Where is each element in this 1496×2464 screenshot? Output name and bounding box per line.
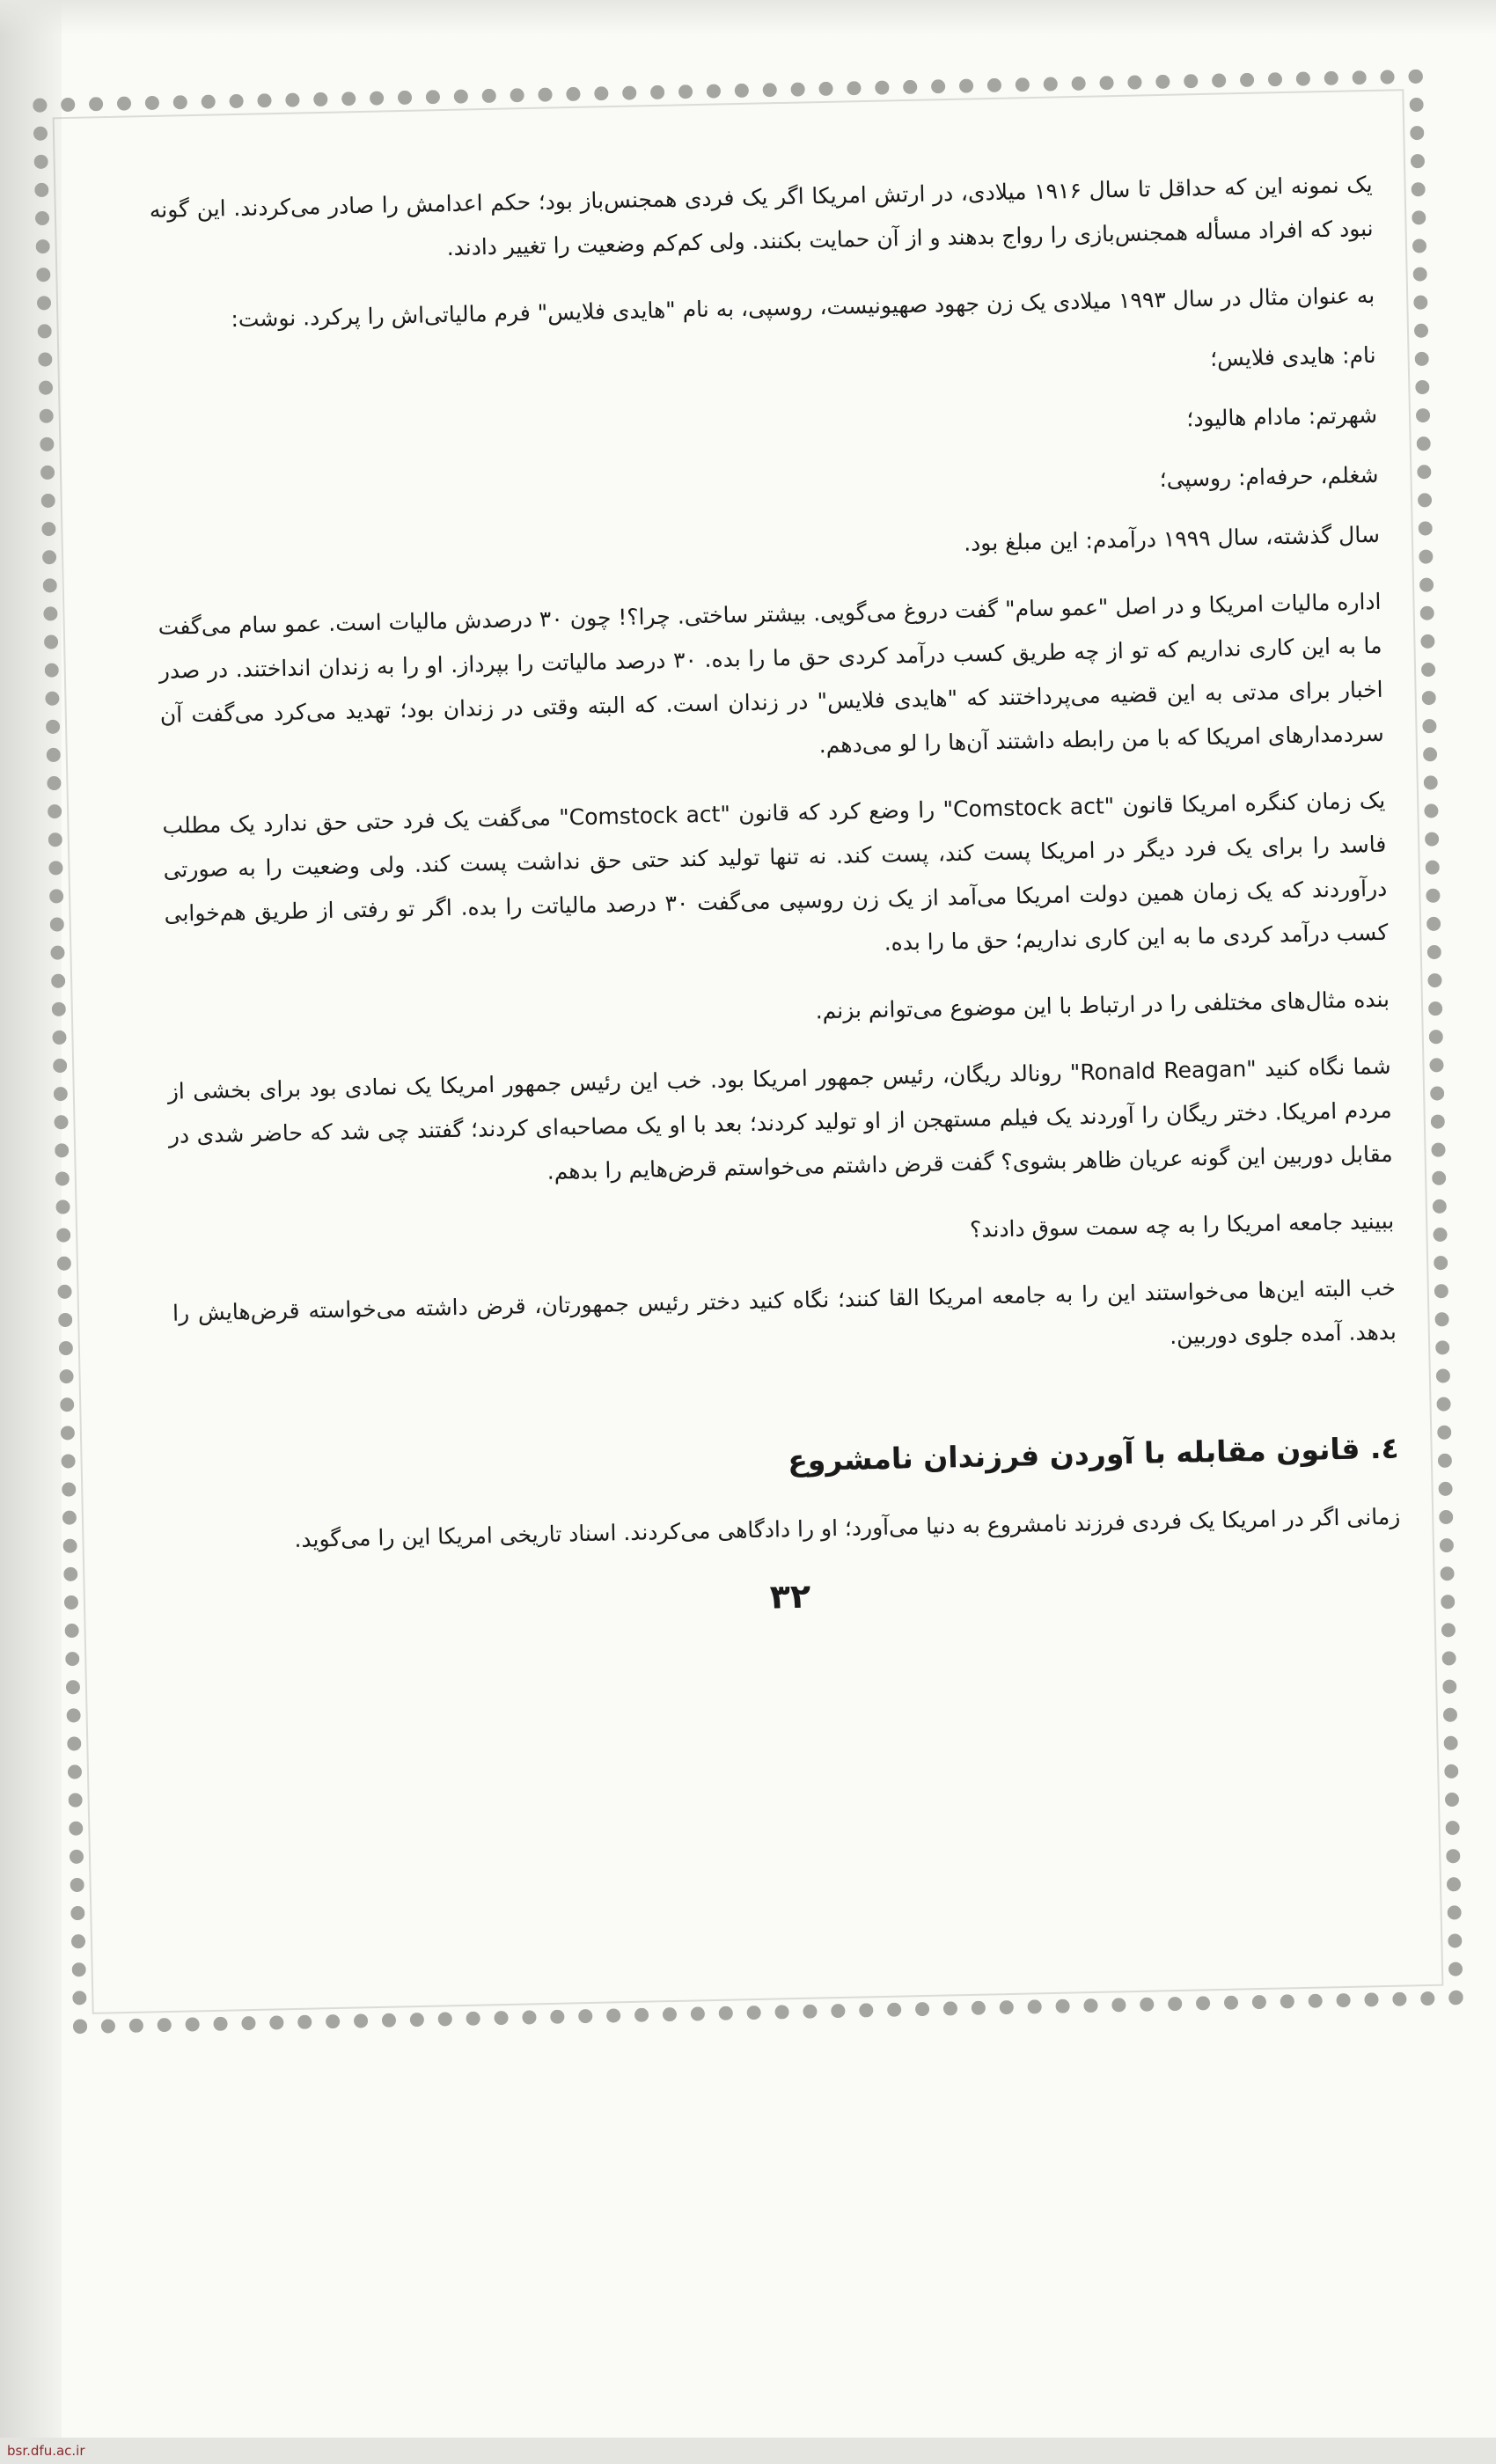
paragraph-army-example: یک نمونه این که حداقل تا سال ۱۹۱۶ میلادی، در ارتش امریکا اگر یک فردی همجنس‌باز بود؛ حکم اعدامش را صادر می‌کردند. این گونه نبود که افراد مسأله همجنس‌بازی را رواج بدهند و از آن حمایت بکنند. ولی کم‌کم وضعیت را تغییر دادند. [149,171,1374,260]
paragraph-form-alias: شهرتم: مادام هالیود؛ [1186,401,1378,432]
paragraph-form-occupation: شغلم، حرفه‌ام: روسپی؛ [1159,461,1379,493]
paragraph-tax-form-intro: به عنوان مثال در سال ۱۹۹۳ میلادی یک زن جهود صهیونیست، روسپی، به نام "هایدی فلایس" فرم مالیاتی‌اش را پرکرد. نوشت: [231,282,1375,333]
paragraph-form-income: سال گذشته، سال ۱۹۹۹ درآمدم: این مبلغ بود. [963,521,1381,556]
paragraph-examples: بنده مثال‌های مختلفی را در ارتباط با این موضوع می‌توانم بزنم. [815,986,1390,1024]
section-heading: ٤. قانون مقابله با آوردن فرزندان نامشروع [787,1430,1399,1478]
paragraph-conclusion: خب البته این‌ها می‌خواستند این را به جامعه امریکا القا کنند؛ نگاه کنید دختر رئیس جمهورتان، قرض داشته می‌خواسته قرض‌هایش را بدهد. آمده جلوی دوربین. [172,1274,1397,1350]
page-frame [33,70,1463,2035]
page-number: ۳۲ [769,1576,811,1617]
paragraph-form-name: نام: هایدی فلایس؛ [1209,341,1376,371]
page-content [149,163,1410,2001]
watermark-url: bsr.dfu.ac.ir [7,2443,85,2459]
footer-strip [0,2438,1496,2464]
scan-top-shadow [0,0,1496,35]
paragraph-uncle-sam: اداره مالیات امریکا و در اصل "عمو سام" گفت دروغ می‌گویی. بیشتر ساختی. چرا؟! چون ۳۰ درصدش مالیات است. عمو سام می‌گفت ما به این کاری نداریم که تو از چه طریق کسب درآمد کردی حق ما را بده. ۳۰ درصد مالیاتت را بپرداز. او را به زندان انداختند. در صدر اخبار برای مدتی به این قضیه می‌پرداختند که "هایدی فلایس" در زندان است. که البته وقتی در زندان بود؛ تهدید می‌کرد می‌گفت آن سردمدارهای امریکا که با من رابطه داشتند آن‌ها را لو می‌دهم. [158,588,1384,759]
paragraph-comstock-act: یک زمان کنگره امریکا قانون "Comstock act" را وضع کرد که قانون "Comstock act" می‌گفت یک فرد حتی حق ندارد یک مطلب فاسد را برای یک فرد دیگر در امریکا پست کند، پست کند. نه تنها تولید کند حتی حق نداشت پست کند. ولی وضعیت را به صورتی درآوردند که یک زمان همین دولت امریکا می‌آمد از یک زن روسپی می‌گفت ۳۰ درصد مالیاتت را بده. اگر تو رفتی از طریق هم‌خوابی کسب درآمد کردی ما به این کاری نداریم؛ حق ما را بده. [162,787,1389,956]
paragraph-question: ببینید جامعه امریکا را به چه سمت سوق دادند؟ [969,1207,1395,1243]
paragraph-ronald-reagan: شما نگاه کنید "Ronald Reagan" رونالد ریگان، رئیس جمهور امریکا بود. خب این رئیس جمهور امریکا یک نمادی بود برای بخشی از مردم امریکا. دختر ریگان را آوردند یک فیلم مستهجن از او تولید کردند؛ بعد با او یک مصاحبه‌ای کردند؛ گفتند چی شد که حاضر شدی در مقابل دوربین این گونه عریان ظاهر بشوی؟ گفت قرض داشتم می‌خواستم قرض‌هایم را بدهم. [167,1052,1393,1184]
section-paragraph: زمانی اگر در امریکا یک فردی فرزند نامشروع به دنیا می‌آورد؛ او را دادگاهی می‌کردند. اسناد تاریخی امریکا این را می‌گوید. [294,1503,1401,1552]
